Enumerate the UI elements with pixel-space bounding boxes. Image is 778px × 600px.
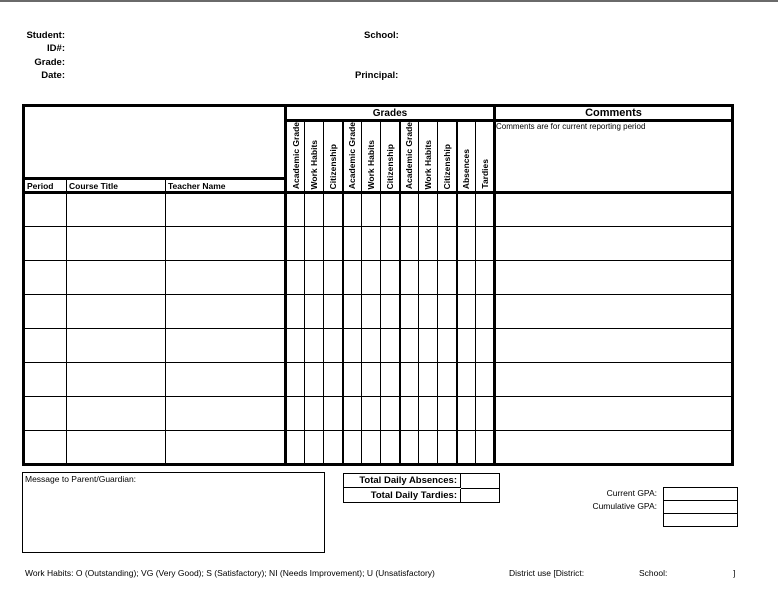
table-cell[interactable] — [166, 329, 286, 363]
footer-school-label: School: — [639, 568, 668, 578]
table-row — [24, 261, 733, 295]
table-cell[interactable] — [286, 363, 305, 397]
course-title-header: Course Title — [67, 179, 166, 193]
table-cell[interactable] — [166, 261, 286, 295]
table-cell[interactable] — [381, 295, 400, 329]
table-cell[interactable] — [476, 431, 495, 465]
table-cell[interactable] — [305, 329, 324, 363]
table-cell[interactable] — [67, 397, 166, 431]
table-cell[interactable] — [286, 329, 305, 363]
grade-column-label: Work Habits — [366, 139, 376, 190]
table-cell[interactable] — [438, 227, 457, 261]
table-cell[interactable] — [495, 329, 733, 363]
grade-column-label: Academic Grade — [347, 122, 358, 190]
table-cell[interactable] — [495, 193, 733, 227]
table-cell[interactable] — [400, 295, 419, 329]
table-cell[interactable] — [419, 431, 438, 465]
current-gpa-field[interactable] — [664, 488, 737, 500]
table-cell[interactable] — [438, 193, 457, 227]
table-cell[interactable] — [305, 261, 324, 295]
table-cell[interactable] — [495, 227, 733, 261]
totals-box — [343, 473, 500, 503]
table-cell[interactable] — [381, 227, 400, 261]
table-cell[interactable] — [400, 193, 419, 227]
total-absences-field[interactable] — [461, 474, 499, 489]
grade-column-label: Work Habits — [423, 139, 433, 190]
table-cell[interactable] — [343, 431, 362, 465]
table-cell[interactable] — [419, 261, 438, 295]
table-cell[interactable] — [400, 261, 419, 295]
table-cell[interactable] — [457, 329, 476, 363]
grades-heading: Grades — [286, 106, 495, 121]
school-label: School: — [364, 30, 399, 41]
table-cell[interactable] — [457, 227, 476, 261]
grade-column-header — [343, 121, 362, 193]
table-cell[interactable] — [476, 295, 495, 329]
table-cell[interactable] — [438, 431, 457, 465]
table-cell[interactable] — [362, 397, 381, 431]
table-cell[interactable] — [457, 363, 476, 397]
table-cell[interactable] — [286, 227, 305, 261]
table-cell[interactable] — [343, 329, 362, 363]
table-cell[interactable] — [286, 431, 305, 465]
grade-column-header — [400, 121, 419, 193]
table-cell[interactable] — [381, 193, 400, 227]
table-cell[interactable] — [24, 295, 67, 329]
grade-column-header — [419, 121, 438, 193]
table-cell[interactable] — [400, 227, 419, 261]
id-label: ID#: — [47, 43, 65, 54]
table-cell[interactable] — [305, 431, 324, 465]
table-cell[interactable] — [362, 295, 381, 329]
table-cell[interactable] — [495, 295, 733, 329]
message-label: Message to Parent/Guardian: — [25, 474, 137, 484]
table-cell[interactable] — [166, 363, 286, 397]
grade-column-label: Citizenship — [327, 143, 338, 190]
table-cell[interactable] — [381, 261, 400, 295]
table-cell[interactable] — [362, 227, 381, 261]
table-cell[interactable] — [495, 431, 733, 465]
grade-column-header — [457, 121, 476, 193]
table-cell[interactable] — [24, 261, 67, 295]
grade-column-label: Citizenship — [384, 143, 395, 190]
table-cell[interactable] — [24, 193, 67, 227]
table-cell[interactable] — [67, 295, 166, 329]
table-cell[interactable] — [343, 193, 362, 227]
student-label: Student: — [26, 30, 65, 41]
table-cell[interactable] — [24, 227, 67, 261]
table-cell[interactable] — [24, 363, 67, 397]
table-cell[interactable] — [24, 329, 67, 363]
table-cell[interactable] — [166, 295, 286, 329]
table-cell[interactable] — [457, 397, 476, 431]
table-cell[interactable] — [419, 363, 438, 397]
table-cell[interactable] — [438, 329, 457, 363]
table-cell[interactable] — [324, 329, 343, 363]
teacher-name-header: Teacher Name — [166, 179, 286, 193]
top-border — [0, 0, 778, 2]
table-cell[interactable] — [457, 261, 476, 295]
table-cell[interactable] — [305, 227, 324, 261]
table-cell[interactable] — [67, 431, 166, 465]
grade-column-header — [438, 121, 457, 193]
cumulative-gpa-label: Cumulative GPA: — [592, 501, 657, 511]
table-cell[interactable] — [400, 397, 419, 431]
table-cell[interactable] — [495, 397, 733, 431]
table-cell[interactable] — [495, 363, 733, 397]
table-row — [24, 227, 733, 261]
table-cell[interactable] — [457, 431, 476, 465]
total-tardies-field[interactable] — [461, 489, 499, 503]
grade-column-label: Absences — [461, 148, 472, 190]
principal-label: Principal: — [355, 70, 399, 81]
table-cell[interactable] — [457, 193, 476, 227]
date-label: Date: — [41, 70, 65, 81]
table-cell[interactable] — [305, 397, 324, 431]
table-cell[interactable] — [324, 431, 343, 465]
message-box[interactable] — [22, 472, 325, 553]
table-cell[interactable] — [24, 397, 67, 431]
table-row — [24, 431, 733, 465]
table-row — [24, 397, 733, 431]
table-cell[interactable] — [419, 193, 438, 227]
period-header: Period — [24, 179, 67, 193]
table-row — [24, 295, 733, 329]
table-cell[interactable] — [419, 397, 438, 431]
cumulative-gpa-field[interactable] — [664, 501, 737, 513]
table-cell[interactable] — [438, 363, 457, 397]
table-cell[interactable] — [305, 363, 324, 397]
total-tardies-label: Total Daily Tardies: — [344, 489, 461, 503]
grade-column-label: Work Habits — [309, 139, 319, 190]
table-cell[interactable] — [495, 261, 733, 295]
table-cell[interactable] — [67, 329, 166, 363]
table-cell[interactable] — [400, 363, 419, 397]
grade-column-header — [324, 121, 343, 193]
grade-column-header — [381, 121, 400, 193]
table-cell[interactable] — [305, 193, 324, 227]
table-cell[interactable] — [166, 193, 286, 227]
table-cell[interactable] — [381, 363, 400, 397]
table-cell[interactable] — [476, 261, 495, 295]
table-cell[interactable] — [67, 261, 166, 295]
table-cell[interactable] — [343, 397, 362, 431]
table-cell[interactable] — [166, 431, 286, 465]
table-cell[interactable] — [476, 397, 495, 431]
table-cell[interactable] — [381, 431, 400, 465]
table-cell[interactable] — [67, 193, 166, 227]
total-absences-label: Total Daily Absences: — [344, 474, 461, 488]
table-cell[interactable] — [24, 431, 67, 465]
table-cell[interactable] — [67, 227, 166, 261]
table-cell[interactable] — [419, 295, 438, 329]
table-cell[interactable] — [362, 431, 381, 465]
table-cell[interactable] — [476, 329, 495, 363]
grade-column-header — [476, 121, 495, 193]
table-cell[interactable] — [67, 363, 166, 397]
comments-note: Comments are for current reporting period — [495, 121, 733, 193]
footer-bracket: ] — [733, 568, 736, 578]
table-cell[interactable] — [324, 227, 343, 261]
table-cell[interactable] — [324, 397, 343, 431]
table-cell[interactable] — [324, 295, 343, 329]
table-cell[interactable] — [166, 397, 286, 431]
table-row — [24, 193, 733, 227]
table-cell[interactable] — [419, 227, 438, 261]
table-cell[interactable] — [343, 363, 362, 397]
grade-column-header — [286, 121, 305, 193]
table-cell[interactable] — [286, 261, 305, 295]
table-cell[interactable] — [400, 329, 419, 363]
table-cell[interactable] — [324, 261, 343, 295]
table-cell[interactable] — [343, 295, 362, 329]
table-cell[interactable] — [457, 295, 476, 329]
work-habits-legend: Work Habits: O (Outstanding); VG (Very Good); S (Satisfactory); NI (Needs Improvement); U (Unsatisfactory) — [25, 568, 435, 578]
table-cell[interactable] — [476, 363, 495, 397]
comments-heading: Comments — [495, 106, 733, 121]
table-cell[interactable] — [438, 261, 457, 295]
table-cell[interactable] — [362, 329, 381, 363]
table-cell[interactable] — [286, 397, 305, 431]
grade-column-header — [362, 121, 381, 193]
grade-column-label: Academic Grade — [404, 122, 415, 190]
grade-column-label: Academic Grade — [290, 122, 301, 190]
table-cell[interactable] — [476, 227, 495, 261]
table-cell[interactable] — [166, 227, 286, 261]
table-cell[interactable] — [438, 295, 457, 329]
table-cell[interactable] — [381, 329, 400, 363]
grade-column-label: Tardies — [479, 159, 490, 190]
table-cell[interactable] — [324, 363, 343, 397]
table-cell[interactable] — [362, 261, 381, 295]
grade-label: Grade: — [34, 57, 65, 68]
current-gpa-label: Current GPA: — [606, 488, 657, 498]
table-cell[interactable] — [286, 295, 305, 329]
table-cell[interactable] — [362, 193, 381, 227]
district-use-label: District use [District: — [509, 568, 585, 578]
table-cell[interactable] — [343, 227, 362, 261]
grades-table — [22, 104, 734, 466]
table-cell[interactable] — [381, 397, 400, 431]
table-cell[interactable] — [438, 397, 457, 431]
table-cell[interactable] — [286, 193, 305, 227]
table-cell[interactable] — [324, 193, 343, 227]
table-cell[interactable] — [305, 295, 324, 329]
table-row — [24, 363, 733, 397]
table-cell[interactable] — [419, 329, 438, 363]
table-cell[interactable] — [476, 193, 495, 227]
table-cell[interactable] — [400, 431, 419, 465]
grade-column-header — [305, 121, 324, 193]
table-row — [24, 329, 733, 363]
table-cell[interactable] — [343, 261, 362, 295]
table-cell[interactable] — [362, 363, 381, 397]
grade-column-label: Citizenship — [441, 143, 452, 190]
